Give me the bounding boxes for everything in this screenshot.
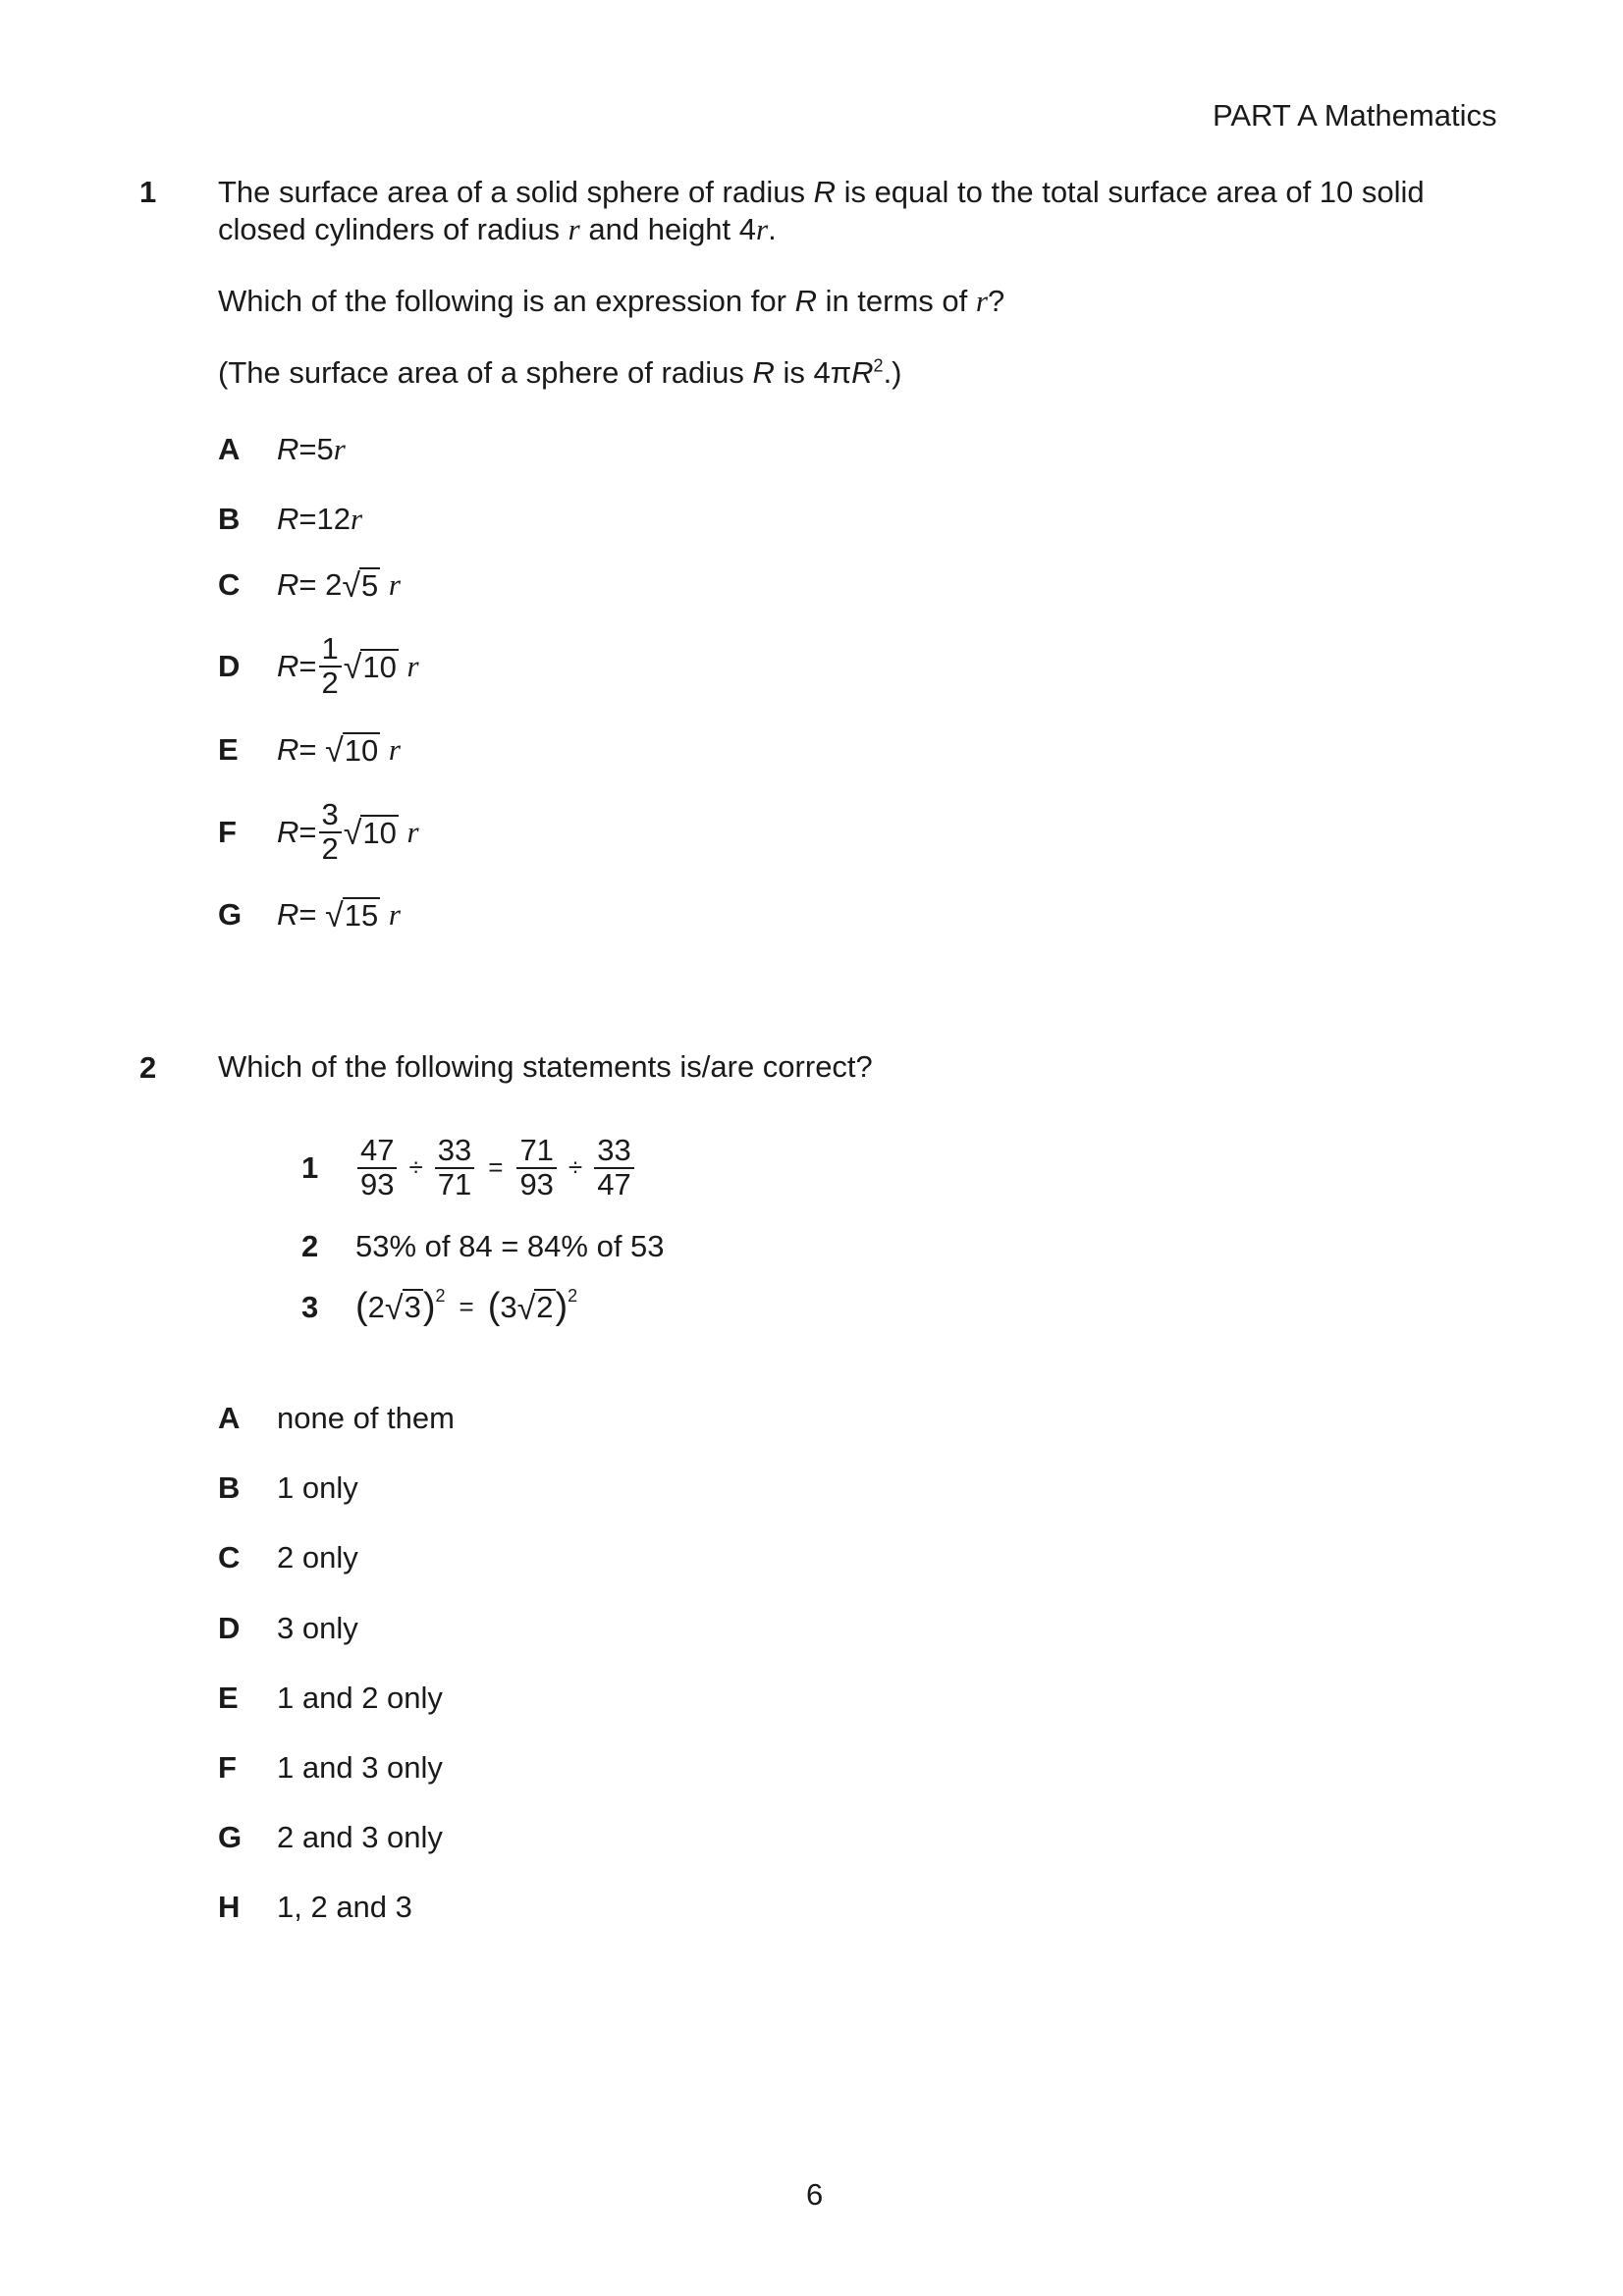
- statement-3: 3 ( 2 √ 3 ) $^2$ = ( 3 √ 2 ) $^2$: [301, 1286, 578, 1327]
- question-1-note: (The surface area of a sphere of radius R is $4\pi R^2$.): [218, 355, 902, 390]
- q1-option-b[interactable]: B R = 12 r: [218, 502, 363, 536]
- question-1-line-1: The surface area of a solid sphere of radius R is equal to the total surface area of 10 solid: [218, 175, 1425, 209]
- sqrt-symbol: √ 5: [342, 567, 379, 606]
- q2-option-g[interactable]: G 2 and 3 only: [218, 1820, 443, 1854]
- q1-option-g[interactable]: G R = √ 15 r: [218, 897, 401, 935]
- q1-option-d[interactable]: D R = $\frac{1}{2}$ √ 10 r: [218, 631, 419, 700]
- question-number-2: 2: [139, 1050, 157, 1085]
- q2-option-e[interactable]: E 1 and 2 only: [218, 1681, 443, 1715]
- q2-option-f[interactable]: F 1 and 3 only: [218, 1750, 443, 1785]
- question-2-prompt: Which of the following statements is/are correct?: [218, 1049, 873, 1084]
- question-1-stem: [218, 174, 1425, 248]
- sqrt-symbol: √ 2: [516, 1289, 554, 1327]
- question-1-line-2: closed cylinders of radius r and height 4r.: [218, 212, 777, 246]
- fraction: $\frac{33}{47}$: [594, 1135, 633, 1201]
- sqrt-symbol: √ 10: [343, 648, 397, 686]
- fraction: $\frac{1}{2}$: [319, 633, 342, 699]
- q2-option-d[interactable]: D 3 only: [218, 1611, 358, 1645]
- q2-option-h[interactable]: H 1, 2 and 3: [218, 1890, 412, 1924]
- fraction: $\frac{33}{71}$: [435, 1135, 474, 1201]
- page-number: 6: [806, 2177, 824, 2212]
- fraction: $\frac{71}{93}$: [516, 1135, 556, 1201]
- q2-option-c[interactable]: C 2 only: [218, 1540, 358, 1575]
- q1-option-e[interactable]: E R = √ 10 r: [218, 732, 401, 771]
- q1-option-c[interactable]: C R = 2 √ 5 r: [218, 567, 401, 606]
- statement-1: 1 $\frac{47}{93}$ ÷ $\frac{33}{71}$ = $\frac{71}{93}$ ÷ $\frac{33}{47}$: [301, 1135, 636, 1201]
- page-header: PART A Mathematics: [1213, 98, 1497, 133]
- statement-2: 2 53% of 84 = 84% of 53: [301, 1229, 665, 1263]
- q2-option-b[interactable]: B 1 only: [218, 1470, 358, 1505]
- q2-option-a[interactable]: A none of them: [218, 1401, 455, 1435]
- sqrt-symbol: √ 3: [384, 1289, 421, 1327]
- q1-option-f[interactable]: F R = $\frac{3}{2}$ √ 10 r: [218, 797, 419, 866]
- question-number-1: 1: [139, 175, 157, 209]
- question-1-prompt: Which of the following is an expression for R in terms of r?: [218, 284, 1005, 318]
- sqrt-symbol: √ 15: [325, 897, 379, 935]
- sqrt-symbol: √ 10: [325, 732, 379, 771]
- fraction: $\frac{3}{2}$: [319, 799, 342, 865]
- sqrt-symbol: √ 10: [343, 814, 397, 852]
- q1-option-a[interactable]: A R = 5 r: [218, 432, 346, 466]
- fraction: $\frac{47}{93}$: [357, 1135, 397, 1201]
